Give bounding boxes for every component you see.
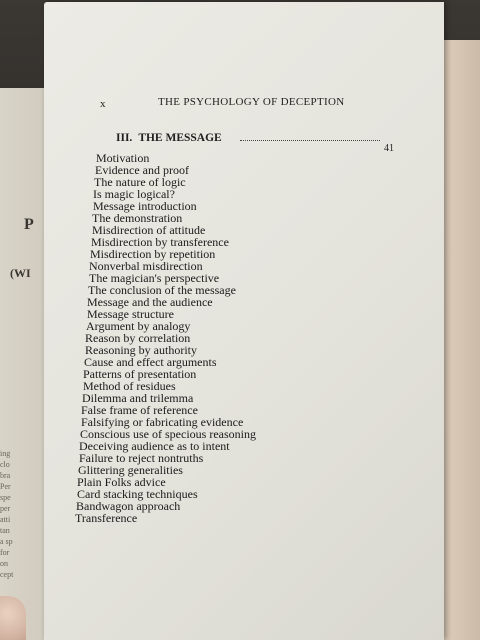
page-folio: x <box>100 98 106 110</box>
list-item: Motivation <box>96 151 150 165</box>
chapter-title: THE MESSAGE <box>138 132 222 144</box>
list-item: Plain Folks advice <box>77 475 166 489</box>
background-line: for <box>0 548 10 557</box>
list-item: Message structure <box>87 307 174 321</box>
list-item: Method of residues <box>83 379 176 393</box>
list-item: Is magic logical? <box>93 187 175 201</box>
background-line: spe <box>0 493 11 502</box>
list-item: False frame of reference <box>81 403 198 417</box>
list-item: Reason by correlation <box>85 331 191 345</box>
list-item: Message and the audience <box>87 295 213 309</box>
background-book-letter: P <box>24 216 34 233</box>
list-item: The nature of logic <box>94 175 186 189</box>
background-line: clo <box>0 460 10 469</box>
background-line: Per <box>0 482 11 491</box>
book-page <box>44 2 444 640</box>
chapter-heading <box>116 132 222 144</box>
background-line: ing <box>0 449 11 458</box>
background-line: per <box>0 504 11 513</box>
list-item: Reasoning by authority <box>85 343 197 357</box>
list-item: Dilemma and trilemma <box>82 391 194 405</box>
list-item: Conscious use of specious reasoning <box>80 427 256 441</box>
background-book-fragment: (WI <box>10 266 31 280</box>
list-item: Misdirection of attitude <box>92 223 206 237</box>
list-item: Falsifying or fabricating evidence <box>81 415 244 429</box>
list-item: Evidence and proof <box>95 163 189 177</box>
background-line: cept <box>0 570 14 579</box>
dot-leader <box>240 140 380 141</box>
list-item: Cause and effect arguments <box>84 355 217 369</box>
background-line: a sp <box>0 537 13 546</box>
background-book-text <box>0 448 22 580</box>
list-item: Nonverbal misdirection <box>89 259 203 273</box>
chapter-number: III. <box>116 132 133 144</box>
list-item: The demonstration <box>92 211 183 225</box>
list-item: Misdirection by transference <box>91 235 229 249</box>
list-item: Card stacking techniques <box>77 487 198 501</box>
list-item: Misdirection by repetition <box>90 247 216 261</box>
list-item: The magician's perspective <box>89 271 220 285</box>
list-item: Failure to reject nontruths <box>79 451 204 465</box>
running-head: THE PSYCHOLOGY OF DECEPTION <box>158 96 345 108</box>
list-item: Deceiving audience as to intent <box>79 439 230 453</box>
background-line: bra <box>0 471 11 480</box>
background-line: tan <box>0 526 10 535</box>
background-line: on <box>0 559 8 568</box>
background-line: atti <box>0 515 11 524</box>
list-item: Transference <box>75 511 138 525</box>
list-item: Glittering generalities <box>78 463 183 477</box>
thumb <box>0 596 26 640</box>
list-item: Patterns of presentation <box>83 367 197 381</box>
list-item: Bandwagon approach <box>76 499 181 513</box>
list-item: Argument by analogy <box>86 319 191 333</box>
list-item: The conclusion of the message <box>88 283 236 297</box>
chapter-page-number: 41 <box>384 143 394 154</box>
list-item: Message introduction <box>93 199 197 213</box>
